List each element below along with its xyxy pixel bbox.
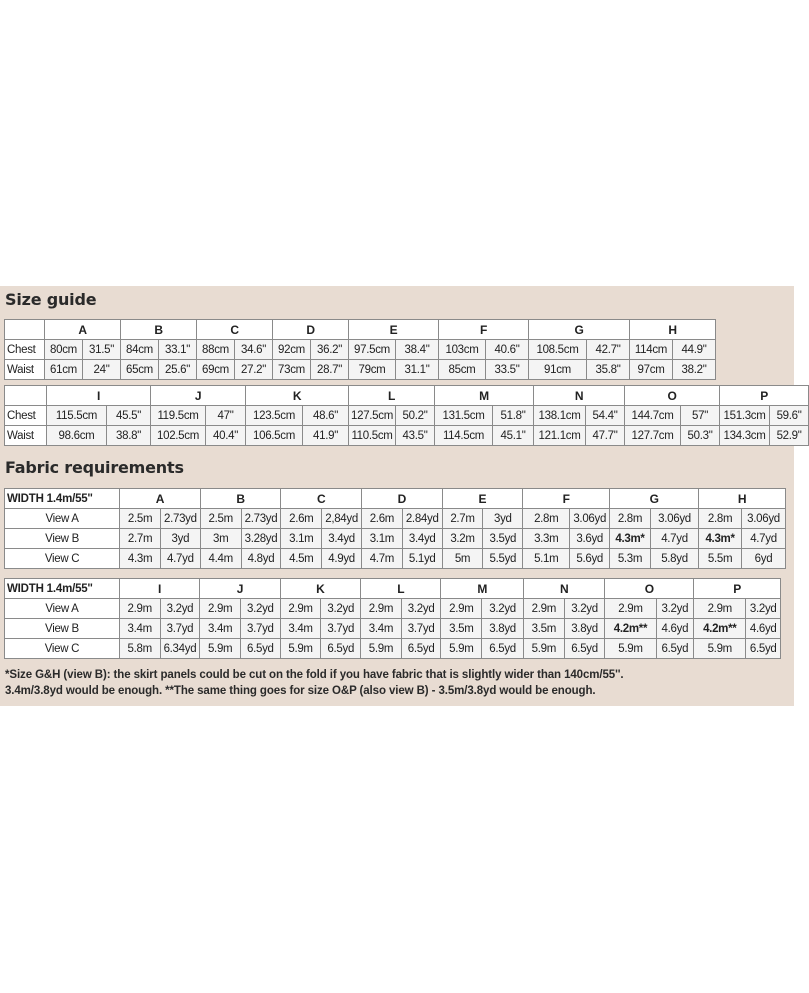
value-cell: 3.6yd	[570, 529, 610, 549]
value-cell: 5.9m	[280, 639, 321, 659]
value-cell: 131.5cm	[435, 406, 493, 426]
value-cell: 5.8m	[119, 639, 160, 659]
table-row	[5, 426, 809, 446]
table-row	[5, 599, 781, 619]
value-cell: 2.8m	[610, 509, 651, 529]
value-cell: 79cm	[349, 360, 396, 380]
value-cell: 84cm	[121, 340, 159, 360]
value-cell: 3m	[200, 529, 241, 549]
value-cell: 92cm	[273, 340, 311, 360]
value-cell: 3.06yd	[650, 509, 698, 529]
size-header-l: L	[361, 579, 441, 599]
size-header-e: E	[349, 320, 439, 340]
value-cell: 4.7m	[361, 549, 402, 569]
value-cell: 3.4yd	[322, 529, 362, 549]
value-cell: 2.73yd	[160, 509, 200, 529]
value-cell: 2.6m	[281, 509, 322, 529]
value-cell: 45.5"	[107, 406, 151, 426]
value-cell: 3.7yd	[160, 619, 200, 639]
value-cell: 3.06yd	[742, 509, 786, 529]
value-cell: 3.2yd	[160, 599, 200, 619]
value-cell: 2.5m	[120, 509, 161, 529]
value-cell: 80cm	[45, 340, 83, 360]
value-cell: 33.5"	[486, 360, 529, 380]
size-header-b: B	[121, 320, 197, 340]
size-header-a: A	[45, 320, 121, 340]
value-cell: 97.5cm	[349, 340, 396, 360]
value-cell: 5.9m	[523, 639, 564, 659]
value-cell: 98.6cm	[47, 426, 107, 446]
size-guide-table-1	[4, 319, 716, 380]
value-cell: 40.6"	[486, 340, 529, 360]
row-label: Waist	[5, 426, 47, 446]
value-cell: 6.34yd	[160, 639, 200, 659]
value-cell: 108.5cm	[529, 340, 587, 360]
value-cell: 3.2m	[442, 529, 483, 549]
value-cell: 3.2yd	[746, 599, 781, 619]
size-header-g: G	[529, 320, 630, 340]
value-cell: 57"	[681, 406, 720, 426]
value-cell: 5.6yd	[570, 549, 610, 569]
value-cell: 5.9m	[605, 639, 656, 659]
value-cell: 41.9"	[303, 426, 349, 446]
value-cell: 33.1"	[159, 340, 197, 360]
value-cell: 3.2yd	[564, 599, 605, 619]
value-cell: 2.9m	[119, 599, 160, 619]
table-row	[5, 509, 786, 529]
size-header-a: A	[120, 489, 201, 509]
table-row	[5, 406, 809, 426]
value-cell: 50.2"	[396, 406, 435, 426]
value-cell: 3.5yd	[483, 529, 523, 549]
footnote-line-1: *Size G&H (view B): the skirt panels could be cut on the fold if you have fabric that is slightly wider than 140cm/55''.	[5, 669, 624, 681]
value-cell: 5m	[442, 549, 483, 569]
value-cell: 4.7yd	[650, 529, 698, 549]
value-cell: 4.3m*	[699, 529, 742, 549]
value-cell: 35.8"	[587, 360, 630, 380]
table-row	[5, 549, 786, 569]
value-cell: 44.9"	[673, 340, 716, 360]
value-cell: 3.7yd	[321, 619, 361, 639]
value-cell: 151.3cm	[720, 406, 770, 426]
size-header-n: N	[534, 386, 625, 406]
value-cell: 5.3m	[610, 549, 651, 569]
value-cell: 3.4m	[361, 619, 402, 639]
value-cell: 3.7yd	[241, 619, 281, 639]
row-label: View C	[5, 549, 120, 569]
value-cell: 61cm	[45, 360, 83, 380]
table-row	[5, 619, 781, 639]
value-cell: 2.73yd	[241, 509, 281, 529]
value-cell: 69cm	[197, 360, 235, 380]
value-cell: 6.5yd	[482, 639, 524, 659]
value-cell: 97cm	[630, 360, 673, 380]
value-cell: 2.9m	[441, 599, 482, 619]
value-cell: 54.4"	[586, 406, 625, 426]
value-cell: 3.4m	[119, 619, 160, 639]
value-cell: 43.5"	[396, 426, 435, 446]
value-cell: 34.6"	[235, 340, 273, 360]
value-cell: 2.9m	[694, 599, 746, 619]
value-cell: 3.2yd	[482, 599, 524, 619]
value-cell: 47"	[206, 406, 246, 426]
value-cell: 88cm	[197, 340, 235, 360]
size-header-d: D	[273, 320, 349, 340]
header-row	[5, 320, 716, 340]
value-cell: 4.4m	[200, 549, 241, 569]
value-cell: 138.1cm	[534, 406, 586, 426]
value-cell: 119.5cm	[151, 406, 206, 426]
value-cell: 5.9m	[441, 639, 482, 659]
value-cell: 3yd	[160, 529, 200, 549]
value-cell: 48.6"	[303, 406, 349, 426]
fabric-table-1	[4, 488, 786, 569]
value-cell: 103cm	[439, 340, 486, 360]
value-cell: 27.2"	[235, 360, 273, 380]
value-cell: 2.9m	[280, 599, 321, 619]
value-cell: 4.3m	[120, 549, 161, 569]
value-cell: 3.2yd	[241, 599, 281, 619]
width-label: WIDTH 1.4m/55''	[5, 489, 120, 509]
value-cell: 3.4yd	[402, 529, 442, 549]
value-cell: 5.1m	[523, 549, 570, 569]
value-cell: 2.9m	[605, 599, 656, 619]
fabric-footnote	[5, 667, 791, 699]
size-header-c: C	[197, 320, 273, 340]
value-cell: 2.7m	[120, 529, 161, 549]
header-row	[5, 489, 786, 509]
value-cell: 24"	[83, 360, 121, 380]
corner-cell	[5, 320, 45, 340]
value-cell: 31.1"	[396, 360, 439, 380]
size-header-i: I	[119, 579, 199, 599]
size-header-o: O	[625, 386, 720, 406]
value-cell: 38.8"	[107, 426, 151, 446]
value-cell: 4.2m**	[694, 619, 746, 639]
size-header-k: K	[246, 386, 349, 406]
value-cell: 115.5cm	[47, 406, 107, 426]
size-header-o: O	[605, 579, 694, 599]
value-cell: 2,84yd	[322, 509, 362, 529]
value-cell: 106.5cm	[246, 426, 303, 446]
value-cell: 114cm	[630, 340, 673, 360]
value-cell: 2.9m	[200, 599, 241, 619]
value-cell: 3.1m	[361, 529, 402, 549]
size-guide-table-2	[4, 385, 809, 446]
value-cell: 3.7yd	[401, 619, 441, 639]
value-cell: 25.6"	[159, 360, 197, 380]
table-row	[5, 360, 716, 380]
value-cell: 5.1yd	[402, 549, 442, 569]
value-cell: 85cm	[439, 360, 486, 380]
value-cell: 38.2"	[673, 360, 716, 380]
value-cell: 134.3cm	[720, 426, 770, 446]
row-label: View C	[5, 639, 120, 659]
value-cell: 40.4"	[206, 426, 246, 446]
value-cell: 3.4m	[280, 619, 321, 639]
value-cell: 2.5m	[200, 509, 241, 529]
row-label: Chest	[5, 340, 45, 360]
value-cell: 2.84yd	[402, 509, 442, 529]
value-cell: 73cm	[273, 360, 311, 380]
value-cell: 65cm	[121, 360, 159, 380]
value-cell: 45.1"	[493, 426, 534, 446]
value-cell: 28.7"	[311, 360, 349, 380]
value-cell: 4.8yd	[241, 549, 281, 569]
size-header-g: G	[610, 489, 699, 509]
value-cell: 3.1m	[281, 529, 322, 549]
value-cell: 3.5m	[523, 619, 564, 639]
header-row	[5, 579, 781, 599]
value-cell: 3.5m	[441, 619, 482, 639]
size-header-m: M	[435, 386, 534, 406]
value-cell: 3.2yd	[656, 599, 694, 619]
value-cell: 3.2yd	[401, 599, 441, 619]
value-cell: 3.28yd	[241, 529, 281, 549]
row-label: Chest	[5, 406, 47, 426]
value-cell: 6.5yd	[321, 639, 361, 659]
value-cell: 2.8m	[699, 509, 742, 529]
value-cell: 144.7cm	[625, 406, 681, 426]
footnote-line-2: 3.4m/3.8yd would be enough. **The same thing goes for size O&P (also view B) - 3.5m/3.8yd would be enough.	[5, 685, 596, 697]
value-cell: 59.6"	[770, 406, 809, 426]
size-header-p: P	[720, 386, 809, 406]
row-label: View B	[5, 619, 120, 639]
size-header-h: H	[699, 489, 786, 509]
value-cell: 127.7cm	[625, 426, 681, 446]
value-cell: 52.9"	[770, 426, 809, 446]
value-cell: 3.2yd	[321, 599, 361, 619]
value-cell: 5.5m	[699, 549, 742, 569]
fabric-table-2	[4, 578, 781, 659]
value-cell: 91cm	[529, 360, 587, 380]
size-header-f: F	[439, 320, 529, 340]
table-row	[5, 639, 781, 659]
header-row	[5, 386, 809, 406]
value-cell: 4.6yd	[746, 619, 781, 639]
value-cell: 6.5yd	[656, 639, 694, 659]
value-cell: 114.5cm	[435, 426, 493, 446]
value-cell: 4.7yd	[742, 529, 786, 549]
value-cell: 42.7"	[587, 340, 630, 360]
value-cell: 2.9m	[361, 599, 402, 619]
value-cell: 2.7m	[442, 509, 483, 529]
size-header-h: H	[630, 320, 716, 340]
size-header-m: M	[441, 579, 524, 599]
size-header-c: C	[281, 489, 362, 509]
width-label: WIDTH 1.4m/55''	[5, 579, 120, 599]
value-cell: 102.5cm	[151, 426, 206, 446]
value-cell: 6.5yd	[746, 639, 781, 659]
value-cell: 2.9m	[523, 599, 564, 619]
value-cell: 4.6yd	[656, 619, 694, 639]
value-cell: 3.8yd	[564, 619, 605, 639]
size-header-b: B	[200, 489, 281, 509]
value-cell: 31.5"	[83, 340, 121, 360]
row-label: View A	[5, 599, 120, 619]
size-header-d: D	[361, 489, 442, 509]
value-cell: 2.6m	[361, 509, 402, 529]
value-cell: 3.3m	[523, 529, 570, 549]
size-header-n: N	[523, 579, 604, 599]
corner-cell	[5, 386, 47, 406]
size-guide-title: Size guide	[5, 290, 97, 309]
value-cell: 5.9m	[361, 639, 402, 659]
value-cell: 127.5cm	[349, 406, 396, 426]
value-cell: 3.8yd	[482, 619, 524, 639]
value-cell: 3.4m	[200, 619, 241, 639]
value-cell: 6yd	[742, 549, 786, 569]
size-header-f: F	[523, 489, 610, 509]
table-row	[5, 340, 716, 360]
value-cell: 51.8"	[493, 406, 534, 426]
row-label: View B	[5, 529, 120, 549]
table-row	[5, 529, 786, 549]
size-header-i: I	[47, 386, 151, 406]
value-cell: 4.2m**	[605, 619, 656, 639]
value-cell: 38.4"	[396, 340, 439, 360]
value-cell: 3.06yd	[570, 509, 610, 529]
size-header-j: J	[200, 579, 280, 599]
value-cell: 47.7"	[586, 426, 625, 446]
size-header-j: J	[151, 386, 246, 406]
value-cell: 6.5yd	[241, 639, 281, 659]
value-cell: 110.5cm	[349, 426, 396, 446]
value-cell: 3yd	[483, 509, 523, 529]
value-cell: 5.8yd	[650, 549, 698, 569]
value-cell: 36.2"	[311, 340, 349, 360]
value-cell: 6.5yd	[401, 639, 441, 659]
value-cell: 5.9m	[694, 639, 746, 659]
value-cell: 4.9yd	[322, 549, 362, 569]
value-cell: 5.5yd	[483, 549, 523, 569]
value-cell: 4.3m*	[610, 529, 651, 549]
value-cell: 4.7yd	[160, 549, 200, 569]
size-header-k: K	[280, 579, 360, 599]
value-cell: 121.1cm	[534, 426, 586, 446]
size-header-p: P	[694, 579, 781, 599]
value-cell: 2.8m	[523, 509, 570, 529]
value-cell: 50.3"	[681, 426, 720, 446]
row-label: View A	[5, 509, 120, 529]
row-label: Waist	[5, 360, 45, 380]
fabric-requirements-title: Fabric requirements	[5, 458, 184, 477]
value-cell: 4.5m	[281, 549, 322, 569]
size-header-l: L	[349, 386, 435, 406]
value-cell: 6.5yd	[564, 639, 605, 659]
size-header-e: E	[442, 489, 523, 509]
value-cell: 123.5cm	[246, 406, 303, 426]
value-cell: 5.9m	[200, 639, 241, 659]
